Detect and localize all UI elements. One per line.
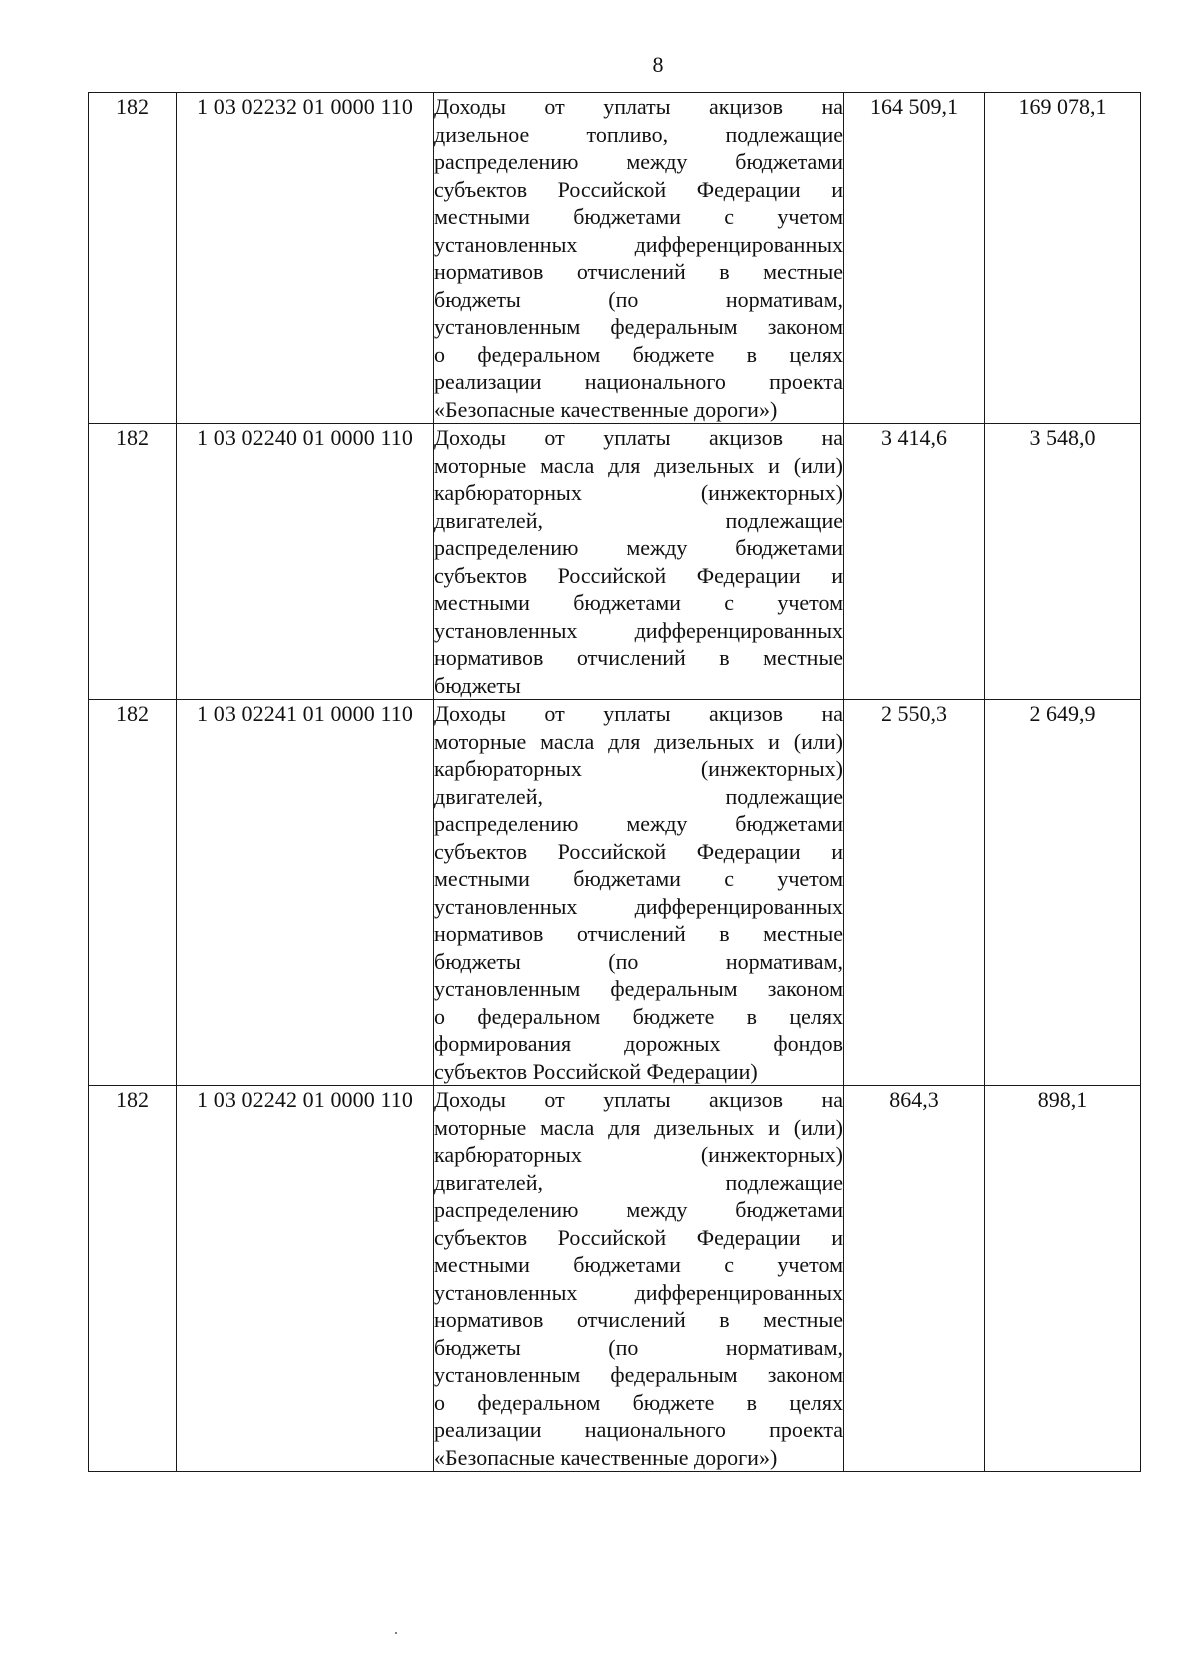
description-line: местными бюджетами с учетом (434, 866, 843, 891)
table-row (89, 700, 1141, 1086)
table-row (89, 424, 1141, 700)
description-line: распределению между бюджетами (434, 1197, 843, 1222)
table-row (89, 1086, 1141, 1472)
description-line: местными бюджетами с учетом (434, 204, 843, 229)
description-line: бюджеты (по нормативам, (434, 948, 843, 974)
amount-2-cell: 2 649,9 (985, 700, 1141, 1086)
description-line: установленным федеральным законом (434, 314, 843, 339)
admin-code-cell: 182 (89, 1086, 177, 1472)
description-line: местными бюджетами с учетом (434, 1252, 843, 1277)
description-line: местными бюджетами с учетом (434, 590, 843, 615)
description-line: установленных дифференцированных (434, 1279, 843, 1305)
page-number: 8 (652, 52, 664, 77)
admin-code-cell: 182 (89, 700, 177, 1086)
description-cell (434, 93, 844, 424)
description-line: нормативов отчислений в местные (434, 259, 843, 284)
description-line: установленных дифференцированных (434, 893, 843, 919)
description-line: двигателей, подлежащие (434, 1169, 843, 1195)
description-line: распределению между бюджетами (434, 811, 843, 836)
description-line: установленных дифференцированных (434, 617, 843, 643)
description-cell (434, 1086, 844, 1472)
kbk-code-cell: 1 03 02241 01 0000 110 (177, 700, 434, 1086)
description-cell (434, 424, 844, 700)
description-line: установленных дифференцированных (434, 231, 843, 257)
table-body (89, 93, 1141, 1472)
description-line: «Безопасные качественные дороги») (434, 396, 778, 422)
description-cell (434, 700, 844, 1086)
description-line: распределению между бюджетами (434, 149, 843, 174)
amount-1-cell: 164 509,1 (844, 93, 985, 424)
description-line: карбюраторных (инжекторных) (434, 480, 843, 505)
description-line: субъектов Российской Федерации и (434, 838, 843, 864)
description-line: реализации национального проекта (434, 369, 843, 394)
kbk-code-cell: 1 03 02242 01 0000 110 (177, 1086, 434, 1472)
description-line: реализации национального проекта (434, 1417, 843, 1442)
description-line: дизельное топливо, подлежащие (434, 121, 843, 147)
description-line: нормативов отчислений в местные (434, 1307, 843, 1332)
description-line: бюджеты (по нормативам, (434, 1334, 843, 1360)
amount-2-cell: 898,1 (985, 1086, 1141, 1472)
description-line: моторные масла для дизельных и (или) (434, 728, 843, 754)
description-line: «Безопасные качественные дороги») (434, 1444, 778, 1470)
description-line: о федеральном бюджете в целях (434, 1003, 843, 1029)
kbk-code-cell: 1 03 02232 01 0000 110 (177, 93, 434, 424)
description-line: о федеральном бюджете в целях (434, 341, 843, 367)
description-line: распределению между бюджетами (434, 535, 843, 560)
description-line: двигателей, подлежащие (434, 783, 843, 809)
amount-1-cell: 864,3 (844, 1086, 985, 1472)
description-line: бюджеты (434, 672, 521, 698)
description-line: карбюраторных (инжекторных) (434, 1142, 843, 1167)
admin-code-cell: 182 (89, 93, 177, 424)
description-line: формирования дорожных фондов (434, 1031, 843, 1056)
description-line: Доходы от уплаты акцизов на (434, 701, 843, 726)
description-line: моторные масла для дизельных и (или) (434, 1114, 843, 1140)
scan-speck (395, 1632, 397, 1634)
description-line: о федеральном бюджете в целях (434, 1389, 843, 1415)
kbk-code-cell: 1 03 02240 01 0000 110 (177, 424, 434, 700)
description-line: субъектов Российской Федерации и (434, 176, 843, 202)
description-line: Доходы от уплаты акцизов на (434, 1087, 843, 1112)
amount-1-cell: 2 550,3 (844, 700, 985, 1086)
amount-2-cell: 169 078,1 (985, 93, 1141, 424)
budget-revenue-table (88, 92, 1141, 1472)
description-line: двигателей, подлежащие (434, 507, 843, 533)
description-line: нормативов отчислений в местные (434, 645, 843, 670)
description-line: установленным федеральным законом (434, 1362, 843, 1387)
description-line: карбюраторных (инжекторных) (434, 756, 843, 781)
description-line: бюджеты (по нормативам, (434, 286, 843, 312)
description-line: установленным федеральным законом (434, 976, 843, 1001)
admin-code-cell: 182 (89, 424, 177, 700)
amount-2-cell: 3 548,0 (985, 424, 1141, 700)
description-line: нормативов отчислений в местные (434, 921, 843, 946)
description-line: субъектов Российской Федерации) (434, 1058, 758, 1084)
table-row (89, 93, 1141, 424)
description-line: субъектов Российской Федерации и (434, 1224, 843, 1250)
description-line: Доходы от уплаты акцизов на (434, 94, 843, 119)
description-line: субъектов Российской Федерации и (434, 562, 843, 588)
amount-1-cell: 3 414,6 (844, 424, 985, 700)
description-line: моторные масла для дизельных и (или) (434, 452, 843, 478)
description-line: Доходы от уплаты акцизов на (434, 425, 843, 450)
